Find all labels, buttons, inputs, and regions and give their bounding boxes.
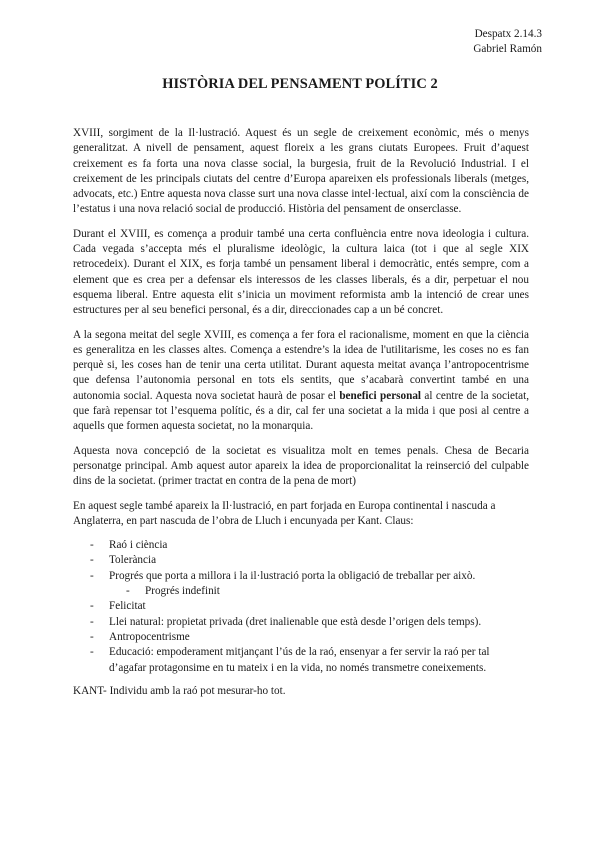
text-run: al centre de la societat, que farà repensar tot l’esquema polític, és a dir, cal fer una societat a la mida i que posi al centre a aquells que formen aquesta societat, no la monarquia. xyxy=(73,389,529,433)
list-item-text: Educació: empoderament mitjançant l’ús de la raó, ensenyar a fer servir la raó per tal d’agafar protagonsime en tu mateix i en la vida, no només transmetre coneixements. xyxy=(109,646,490,674)
key-points-list xyxy=(73,538,529,676)
list-item-text: Raó i ciència xyxy=(109,539,168,552)
list-item-text: Antropocentrisme xyxy=(109,630,190,643)
list-item xyxy=(73,599,529,614)
dash-bullet-icon: - xyxy=(90,569,94,582)
author-name: Gabriel Ramón xyxy=(473,43,542,55)
sub-list-item-text: Progrés indefinit xyxy=(145,585,220,598)
list-item-text: Felicitat xyxy=(109,600,146,613)
document-body xyxy=(73,126,529,708)
list-item xyxy=(73,630,529,645)
dash-bullet-icon: - xyxy=(90,646,94,659)
document-title: HISTÒRIA DEL PENSAMENT POLÍTIC 2 xyxy=(162,76,438,92)
paragraph-kant: KANT- Individu amb la raó pot mesurar-ho tot. xyxy=(73,684,286,697)
office-location: Despatx 2.14.3 xyxy=(474,28,542,40)
sub-list-item xyxy=(109,584,529,599)
paragraph-xviii: Durant el XVIII, es comença a produir també una certa confluència entre nova ideologia i cultura. Cada vegada s’accepta més el pluralisme ideològic, la cultura laica (tot i que al segle XIX retrocedeix). Durant el XIX, es forja també un pensament liberal i democràtic, entés sempre, com a element que es crea per a defensar els interessos de les classes liberals, és a dir, perpetuar el nou esquema liberal. Entre aquesta elit s’inicia un moviment reformista amb la intenció de crear unes estructures per al seu benefici personal, és a dir, direccionades cap a un bé concret. xyxy=(73,227,529,317)
paragraph-penals: Aquesta nova concepció de la societat es visualitza molt en temes penals. Chesa de Becaria personatge principal. Amb aquest autor apareix la idea de proporcionalitat la reinserció del culpable dins de la societat. (primer tractat en contra de la pena de mort) xyxy=(73,444,529,488)
header-meta xyxy=(473,27,542,57)
text-run: A la segona meitat del segle XVIII, es comença a fer fora el racionalisme, moment en que la ciència es generalitza en les classes altes. Comença a estendre’s la idea de l'utilitarisme, les coses no es fan perquè si, les coses han de tenir una certa utilitat. Durant aquesta meitat avança l’antropocentrisme que defensa l’autonomia personal en tots els sentits, que s’acabarà convertint també en una autonomia social. Aquesta nova societat haurà de posar el xyxy=(73,328,529,402)
dash-bullet-icon: - xyxy=(90,630,94,643)
list-item xyxy=(73,615,529,630)
dash-bullet-icon: - xyxy=(90,615,94,628)
list-item xyxy=(73,538,529,553)
list-item xyxy=(73,569,529,600)
dash-bullet-icon: - xyxy=(90,600,94,613)
dash-bullet-icon: - xyxy=(90,554,94,567)
list-item-text: Llei natural: propietat privada (dret inalienable que està desde l’origen dels temps). xyxy=(109,615,482,628)
bold-term: benefici personal xyxy=(339,389,422,402)
list-item-text: Tolerància xyxy=(109,554,157,567)
sub-list xyxy=(109,584,529,599)
dash-bullet-icon: - xyxy=(126,585,130,598)
list-item xyxy=(73,553,529,568)
paragraph-illustracio: XVIII, sorgiment de la Il·lustració. Aquest és un segle de creixement econòmic, més o menys generalitzat. A nivell de pensament, aquest floreix a les grans ciutats Europees. Fruit d’aquest creixement es fa forta una nova classe social, la burgesia, fruit de la Revolució Industrial. I el creixement de les principals ciutats del centre d’Europa apareixen els professionals liberals (metges, advocats, etc.) Entre aquesta nova classe surt una nova classe intel·lectual, així com la consciència de l’estatus i una nova relació social de producció. Història del pensament de onserclasse. xyxy=(73,127,529,216)
list-item xyxy=(73,645,529,676)
paragraph-claus-intro: En aquest segle també apareix la Il·lustració, en part forjada en Europa continental i nascuda a Anglaterra, en part nascuda de l’obra de Lluch i encunyada per Kant. Claus: xyxy=(73,499,496,527)
paragraph-segona-meitat xyxy=(73,328,529,435)
list-item-text: Progrés que porta a millora i la il·lustració porta la obligació de treballar per això. xyxy=(109,569,476,582)
dash-bullet-icon: - xyxy=(90,539,94,552)
